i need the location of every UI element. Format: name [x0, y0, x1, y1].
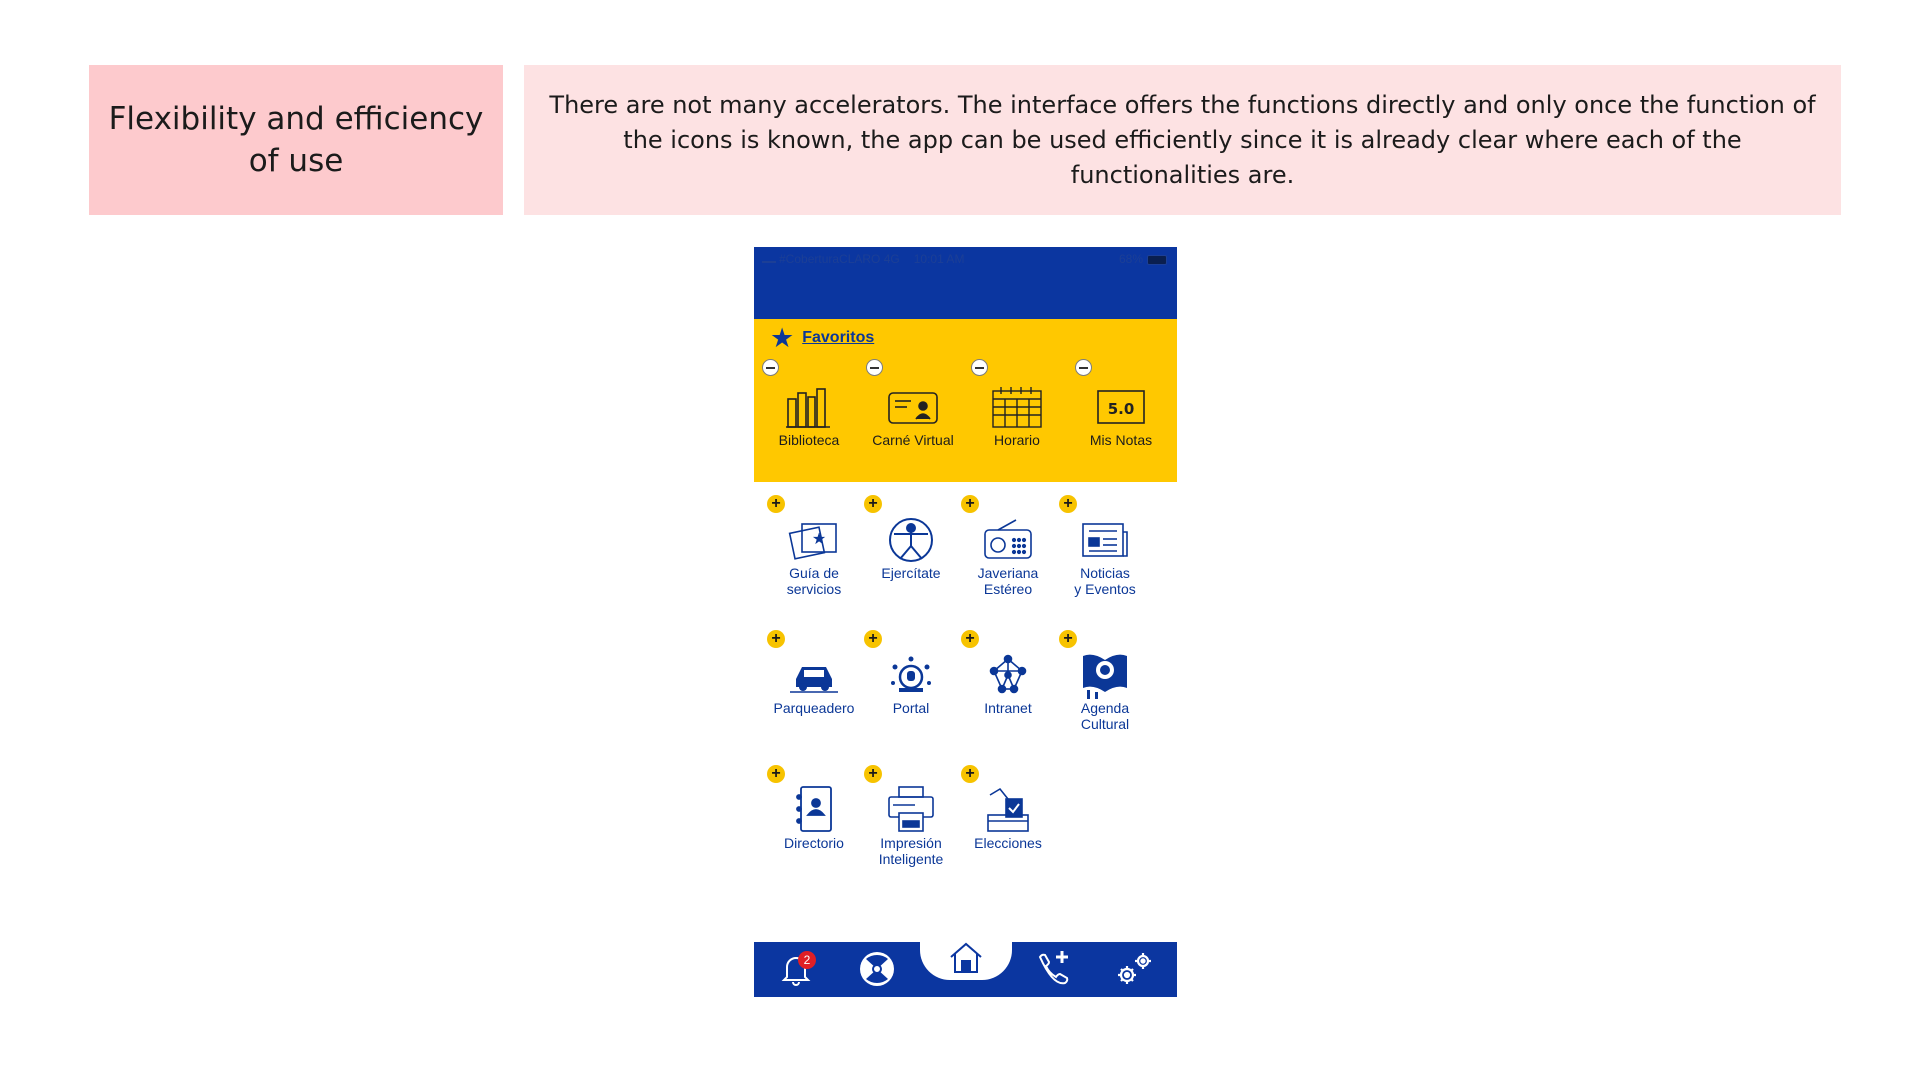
status-time: 10:01 AM	[913, 252, 965, 266]
app-label: y Eventos	[1074, 581, 1136, 597]
app-label: Directorio	[784, 835, 844, 851]
add-favorite-button[interactable]: +	[961, 765, 979, 783]
app-label: Elecciones	[974, 835, 1042, 851]
favorite-carne-virtual[interactable]	[861, 384, 965, 448]
favorite-mis-notas[interactable]	[1069, 384, 1173, 448]
status-carrier	[762, 252, 964, 266]
star-icon: ★	[770, 322, 795, 353]
app-label: Portal	[892, 700, 930, 716]
favorite-label: Horario	[994, 432, 1040, 448]
app-label: Noticias	[1080, 565, 1130, 581]
battery-text: 68%	[1118, 252, 1143, 266]
app-label: Parqueadero	[773, 700, 855, 716]
favorite-label: Mis Notas	[1089, 432, 1153, 448]
app-label: Cultural	[1080, 716, 1130, 732]
notification-count-badge: 2	[798, 951, 816, 969]
app-guia-servicios[interactable]	[762, 517, 866, 597]
phone-plus-icon	[1034, 949, 1074, 994]
favorite-label: Biblioteca	[778, 432, 840, 448]
app-directorio[interactable]	[762, 787, 866, 851]
favorites-panel	[754, 319, 1177, 482]
app-label: Inteligente	[878, 851, 944, 867]
favorite-biblioteca[interactable]	[757, 384, 861, 448]
app-label: Guía de	[789, 565, 839, 581]
app-ejercitate[interactable]	[859, 517, 963, 581]
app-label: Javeriana	[977, 565, 1039, 581]
portal-icon	[884, 652, 938, 698]
bottom-tab-bar	[754, 942, 1177, 997]
app-noticias-eventos[interactable]	[1053, 517, 1157, 597]
favorites-title[interactable]: Favoritos	[802, 329, 875, 346]
app-javeriana-estereo[interactable]	[956, 517, 1060, 597]
app-impresion-inteligente[interactable]	[859, 787, 963, 867]
app-label: servicios	[786, 581, 842, 597]
radio-icon	[981, 517, 1035, 563]
tab-home[interactable]	[944, 940, 988, 980]
tab-notifications[interactable]	[774, 951, 818, 991]
service-guide-icon	[787, 517, 841, 563]
add-favorite-button[interactable]: +	[767, 495, 785, 513]
add-favorite-button[interactable]: +	[1059, 630, 1077, 648]
remove-favorite-button[interactable]	[866, 359, 883, 376]
add-favorite-button[interactable]: +	[1059, 495, 1077, 513]
disc-icon	[858, 950, 896, 993]
favorite-horario[interactable]	[965, 384, 1069, 448]
add-favorite-button[interactable]: +	[864, 630, 882, 648]
app-elecciones[interactable]	[956, 787, 1060, 851]
favorite-label: Carné Virtual	[872, 432, 954, 448]
add-favorite-button[interactable]: +	[961, 630, 979, 648]
app-label: Ejercítate	[881, 565, 941, 581]
fitness-icon	[884, 517, 938, 563]
directory-icon	[787, 787, 841, 833]
app-portal[interactable]	[859, 652, 963, 716]
add-favorite-button[interactable]: +	[767, 765, 785, 783]
remove-favorite-button[interactable]	[971, 359, 988, 376]
culture-book-icon	[1078, 652, 1132, 698]
app-screenshot	[754, 247, 1177, 997]
add-favorite-button[interactable]: +	[961, 495, 979, 513]
calendar-icon	[990, 384, 1044, 430]
app-parqueadero[interactable]	[762, 652, 866, 716]
tab-settings[interactable]	[1112, 951, 1156, 991]
svg-text:★: ★	[811, 531, 827, 548]
add-favorite-button[interactable]: +	[864, 495, 882, 513]
app-label: Intranet	[984, 700, 1032, 716]
add-favorite-button[interactable]: +	[864, 765, 882, 783]
app-label: Impresión	[880, 835, 942, 851]
add-favorite-button[interactable]: +	[767, 630, 785, 648]
car-icon	[787, 652, 841, 698]
tab-disc[interactable]	[855, 951, 899, 991]
signal-icon	[762, 253, 776, 263]
home-icon	[948, 941, 984, 980]
printer-icon	[884, 787, 938, 833]
app-label: Agenda	[1080, 700, 1130, 716]
carrier-text: #CoberturaCLARO 4G	[779, 252, 900, 266]
ballot-icon	[981, 787, 1035, 833]
books-icon	[782, 384, 836, 430]
network-icon	[981, 652, 1035, 698]
battery-icon	[1147, 255, 1167, 265]
settings-icon	[1114, 949, 1154, 994]
remove-favorite-button[interactable]	[762, 359, 779, 376]
status-bar	[754, 247, 1177, 319]
favorites-header[interactable]	[770, 324, 874, 352]
heuristic-description: There are not many accelerators. The interface offers the functions directly and only once the function of the icons is known, the app can be used efficiently since it is already clear where each of the functionalities are.	[524, 65, 1841, 215]
news-icon	[1078, 517, 1132, 563]
tab-emergency-call[interactable]	[1032, 951, 1076, 991]
heuristic-title: Flexibility and efficiency of use	[89, 65, 503, 215]
app-label: Estéreo	[983, 581, 1033, 597]
remove-favorite-button[interactable]	[1075, 359, 1092, 376]
id-card-icon	[886, 384, 940, 430]
grades-value: 5.0	[1107, 400, 1135, 418]
grades-icon	[1094, 384, 1148, 430]
app-intranet[interactable]	[956, 652, 1060, 716]
app-agenda-cultural[interactable]	[1053, 652, 1157, 732]
